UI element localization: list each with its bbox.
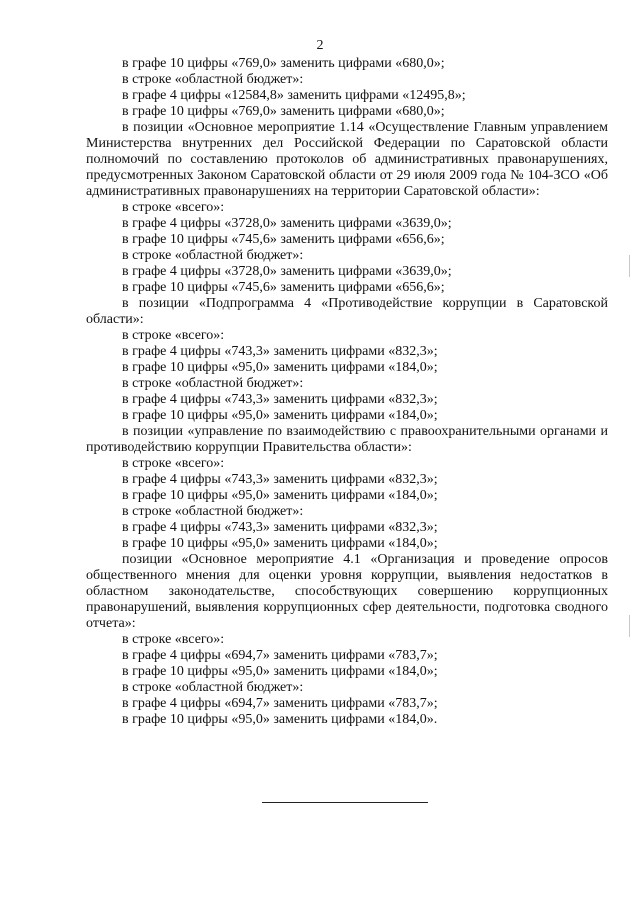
text-line: в графе 10 цифры «95,0» заменить цифрами «184,0»; — [122, 408, 438, 423]
scan-edge-mark — [629, 255, 630, 277]
text-line: в графе 4 цифры «743,3» заменить цифрами «832,3»; — [122, 472, 438, 487]
text-line: в графе 10 цифры «95,0» заменить цифрами «184,0»; — [122, 360, 438, 375]
text-line: в графе 10 цифры «769,0» заменить цифрами «680,0»; — [122, 56, 445, 71]
scan-edge-mark — [629, 615, 630, 637]
text-line: в графе 10 цифры «95,0» заменить цифрами «184,0»; — [122, 488, 438, 503]
text-paragraph: в позиции «Подпрограмма 4 «Противодействие коррупции в Саратовской области»: — [86, 296, 608, 327]
text-line: в строке «областной бюджет»: — [122, 248, 304, 263]
text-line: в графе 10 цифры «745,6» заменить цифрами «656,6»; — [122, 232, 445, 247]
text-paragraph: позиции «Основное мероприятие 4.1 «Организация и проведение опросов общественного мнения для оценки уровня коррупции, выявления недостатков в областном законодательстве, способствующих совершению коррупционных правонарушений, выявления коррупционных сфер деятельности, подготовка сводного отчета»: — [86, 552, 608, 631]
text-line: в графе 10 цифры «745,6» заменить цифрами «656,6»; — [122, 280, 445, 295]
text-paragraph: в позиции «Основное мероприятие 1.14 «Осуществление Главным управлением Министерства внутренних дел Российской Федерации по Саратовской области полномочий по составлению протоколов об административных правонарушениях, предусмотренных Законом Саратовской области от 29 июля 2009 года № 104-ЗСО «Об административных правонарушениях на территории Саратовской области»: — [86, 120, 608, 199]
text-line: в графе 10 цифры «95,0» заменить цифрами «184,0». — [122, 712, 438, 727]
document-body — [86, 56, 608, 728]
text-line: в графе 4 цифры «3728,0» заменить цифрами «3639,0»; — [122, 264, 452, 279]
text-line: в строке «областной бюджет»: — [122, 376, 304, 391]
text-line: в графе 4 цифры «694,7» заменить цифрами «783,7»; — [122, 696, 438, 711]
text-line: в графе 4 цифры «12584,8» заменить цифрами «12495,8»; — [122, 88, 466, 103]
text-line: в строке «областной бюджет»: — [122, 504, 304, 519]
page-number: 2 — [316, 38, 324, 53]
text-paragraph: в позиции «управление по взаимодействию с правоохранительными органами и противодействию коррупции Правительства области»: — [86, 424, 608, 455]
text-line: в графе 4 цифры «3728,0» заменить цифрами «3639,0»; — [122, 216, 452, 231]
text-line: в графе 4 цифры «743,3» заменить цифрами «832,3»; — [122, 392, 438, 407]
text-line: в графе 4 цифры «743,3» заменить цифрами «832,3»; — [122, 520, 438, 535]
text-line: в строке «областной бюджет»: — [122, 72, 304, 87]
text-line: в графе 10 цифры «95,0» заменить цифрами «184,0»; — [122, 536, 438, 551]
text-line: в строке «всего»: — [122, 632, 225, 647]
text-line: в графе 10 цифры «95,0» заменить цифрами «184,0»; — [122, 664, 438, 679]
text-line: в графе 10 цифры «769,0» заменить цифрами «680,0»; — [122, 104, 445, 119]
text-line: в строке «областной бюджет»: — [122, 680, 304, 695]
end-of-text-rule — [262, 802, 428, 803]
text-line: в строке «всего»: — [122, 200, 225, 215]
text-line: в графе 4 цифры «694,7» заменить цифрами «783,7»; — [122, 648, 438, 663]
text-line: в графе 4 цифры «743,3» заменить цифрами «832,3»; — [122, 344, 438, 359]
text-line: в строке «всего»: — [122, 456, 225, 471]
text-line: в строке «всего»: — [122, 328, 225, 343]
